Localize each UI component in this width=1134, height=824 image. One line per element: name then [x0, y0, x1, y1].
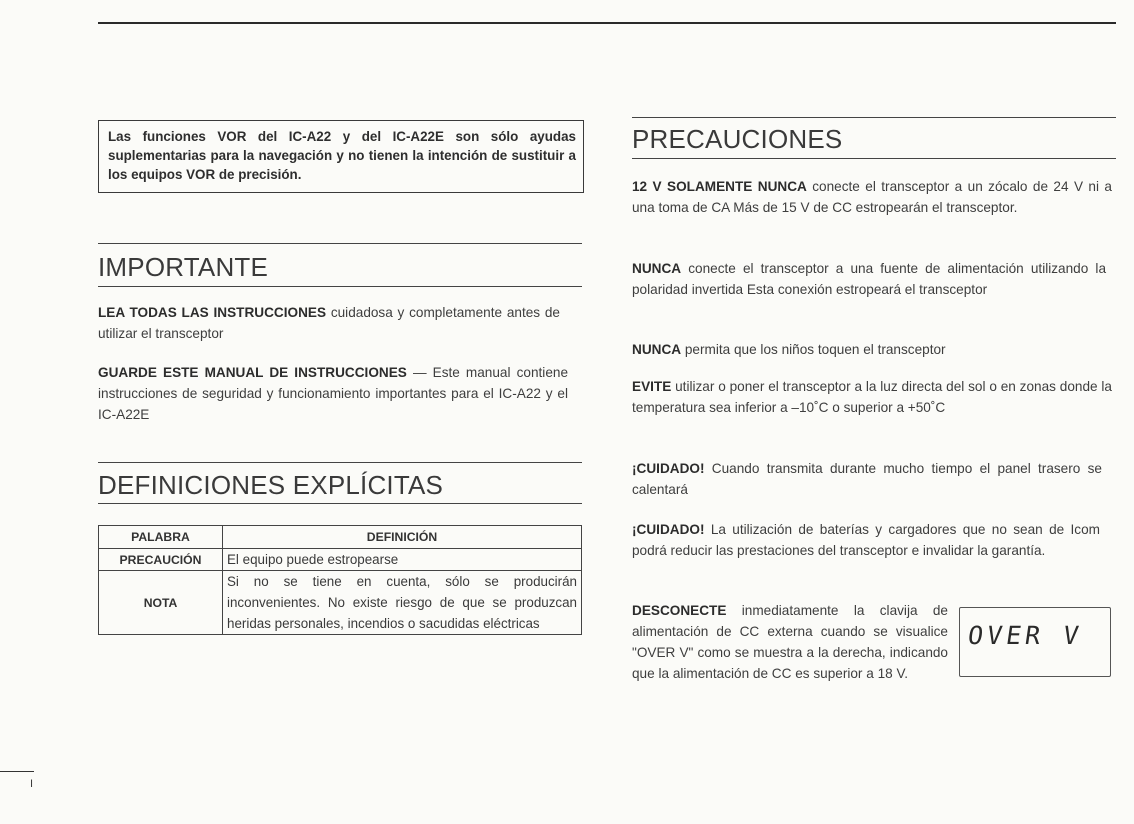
precaution-item-4 — [632, 376, 1112, 418]
importante-paragraph-1 — [98, 302, 560, 344]
importante-lead-1: LEA TODAS LAS INSTRUCCIONES — [98, 305, 327, 320]
top-rule — [98, 22, 1116, 24]
row-word: NOTA — [99, 571, 223, 635]
importante-lead-2: GUARDE ESTE MANUAL DE INSTRUCCIONES — [98, 365, 407, 380]
precaution-text: Cuando transmita durante mucho tiempo el panel trasero se calentará — [632, 461, 1102, 497]
precaution-text: conecte el transceptor a un zócalo de 24 V ni a una toma de CA Más de 15 V de CC estropearán el transceptor. — [632, 179, 1112, 215]
definitions-table — [98, 525, 582, 635]
precaution-text: utilizar o poner el transceptor a la luz directa del sol o en zonas donde la temperatura sea inferior a –10˚C o superior a +50˚C — [632, 379, 1112, 415]
definiciones-heading — [98, 462, 582, 504]
importante-heading-text: IMPORTANTE — [98, 252, 269, 282]
importante-paragraph-2 — [98, 362, 568, 425]
col-header-word: PALABRA — [99, 526, 223, 549]
precaution-lead: 12 V SOLAMENTE NUNCA — [632, 179, 807, 194]
precaution-text: conecte el transceptor a una fuente de alimentación utilizando la polaridad invertida Esta conexión estropeará el transceptor — [632, 261, 1106, 297]
precaution-lead: ¡CUIDADO! — [632, 461, 705, 476]
precaution-text: La utilización de baterías y cargadores que no sean de Icom podrá reducir las prestaciones del transceptor e invalidar la garantía. — [632, 522, 1100, 558]
importante-text-2: — Este manual contiene instrucciones de seguridad y funcionamiento importantes para el IC-A22 y el IC-A22E — [98, 365, 568, 422]
precaution-lead: NUNCA — [632, 261, 682, 276]
row-definition: Si no se tiene en cuenta, sólo se producirán inconvenientes. No existe riesgo de que se produzcan heridas personales, incendios o sacudidas eléctricas — [223, 571, 582, 635]
precaution-item-3 — [632, 339, 1112, 360]
precaution-item-5 — [632, 458, 1102, 500]
lcd-display-illustration — [959, 607, 1111, 677]
precaution-lead: NUNCA — [632, 342, 682, 357]
table-row — [99, 571, 582, 635]
table-header-row — [99, 526, 582, 549]
precauciones-heading-text: PRECAUCIONES — [632, 124, 843, 154]
precaution-text: inmediatamente la clavija de alimentación de CC externa cuando se visualice "OVER V" como se muestra a la derecha, indicando que la alimentación de CC es superior a 18 V. — [632, 603, 948, 681]
precaution-text: permita que los niños toquen el transceptor — [681, 342, 946, 357]
vor-notice-box — [98, 120, 584, 193]
precaution-lead: ¡CUIDADO! — [632, 522, 705, 537]
precauciones-heading — [632, 117, 1116, 159]
precaution-item-2 — [632, 258, 1106, 300]
row-word: PRECAUCIÓN — [99, 549, 223, 571]
definiciones-heading-text: DEFINICIONES EXPLÍCITAS — [98, 470, 444, 500]
precaution-item-7 — [632, 600, 948, 684]
page-number: I — [30, 778, 34, 790]
precaution-lead: DESCONECTE — [632, 603, 727, 618]
col-header-definition: DEFINICIÓN — [223, 526, 582, 549]
precaution-item-6 — [632, 519, 1100, 561]
row-definition: El equipo puede estropearse — [223, 549, 582, 571]
precaution-lead: EVITE — [632, 379, 672, 394]
importante-text-1: cuidadosa y completamente antes de utilizar el transceptor — [98, 305, 560, 341]
page-margin-mark — [0, 771, 34, 772]
lcd-over-v-text: OVER V — [966, 621, 1085, 650]
precaution-item-1 — [632, 176, 1112, 218]
vor-notice-text: Las funciones VOR del IC-A22 y del IC-A22E son sólo ayudas suplementarias para la navegación y no tienen la intención de sustituir a los equipos VOR de precisión. — [108, 129, 576, 182]
table-row — [99, 549, 582, 571]
importante-heading — [98, 243, 582, 287]
